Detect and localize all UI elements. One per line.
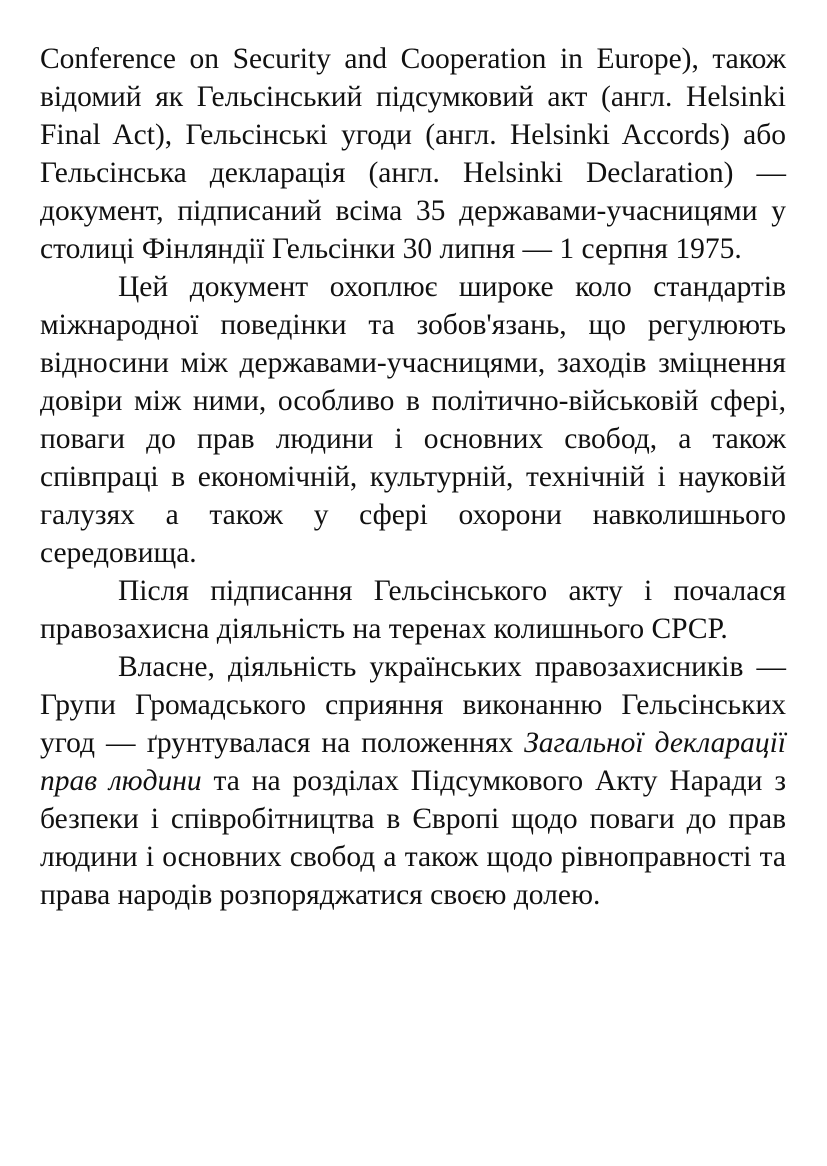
text-run: Conference on Security and Cooperation in Europe), також відомий як Гельсінський підсумковий акт (англ. Helsinki Final Act), Гельсінські угоди (англ. Helsinki Accords) або Гельсінська декларація (англ. Helsinki Declaration) — документ, підписаний всіма 35 державами-учасницями у столиці Фінляндії Гельсінки 30 липня — 1 серпня 1975. — [40, 43, 786, 265]
text-run: Після підписання Гельсінського акту і почалася правозахисна діяльність на теренах колишнього СРСР. — [40, 575, 786, 645]
paragraph-document-scope — [40, 268, 786, 572]
text-run: та на розділах Підсумкового Акту Наради з безпеки і співробітництва в Європі щодо поваги до прав людини і основних свобод а також щодо рівноправності та права народів розпоряджатися своєю долею. — [40, 765, 786, 911]
italic-title-udhr: Загальної декларації прав людини — [40, 727, 786, 797]
text-run: Власне, діяльність українських правозахисників — Групи Громадського сприяння виконанню Гельсінських угод — ґрунтувалася на положеннях — [40, 651, 786, 759]
paragraph-human-rights-activity — [40, 572, 786, 648]
paragraph-helsinki-act-intro — [40, 40, 786, 268]
text-run: Цей документ охоплює широке коло стандартів міжнародної поведінки та зобов'язань, що регулюють відносини між державами-учасницями, заходів зміцнення довіри між ними, особливо в політично-військовій сфері, поваги до прав людини і основних свобод, а також співпраці в економічній, культурній, технічній і науковій галузях а також у сфері охорони навколишнього середовища. — [40, 271, 786, 569]
paragraph-ukrainian-helsinki-group — [40, 648, 786, 914]
